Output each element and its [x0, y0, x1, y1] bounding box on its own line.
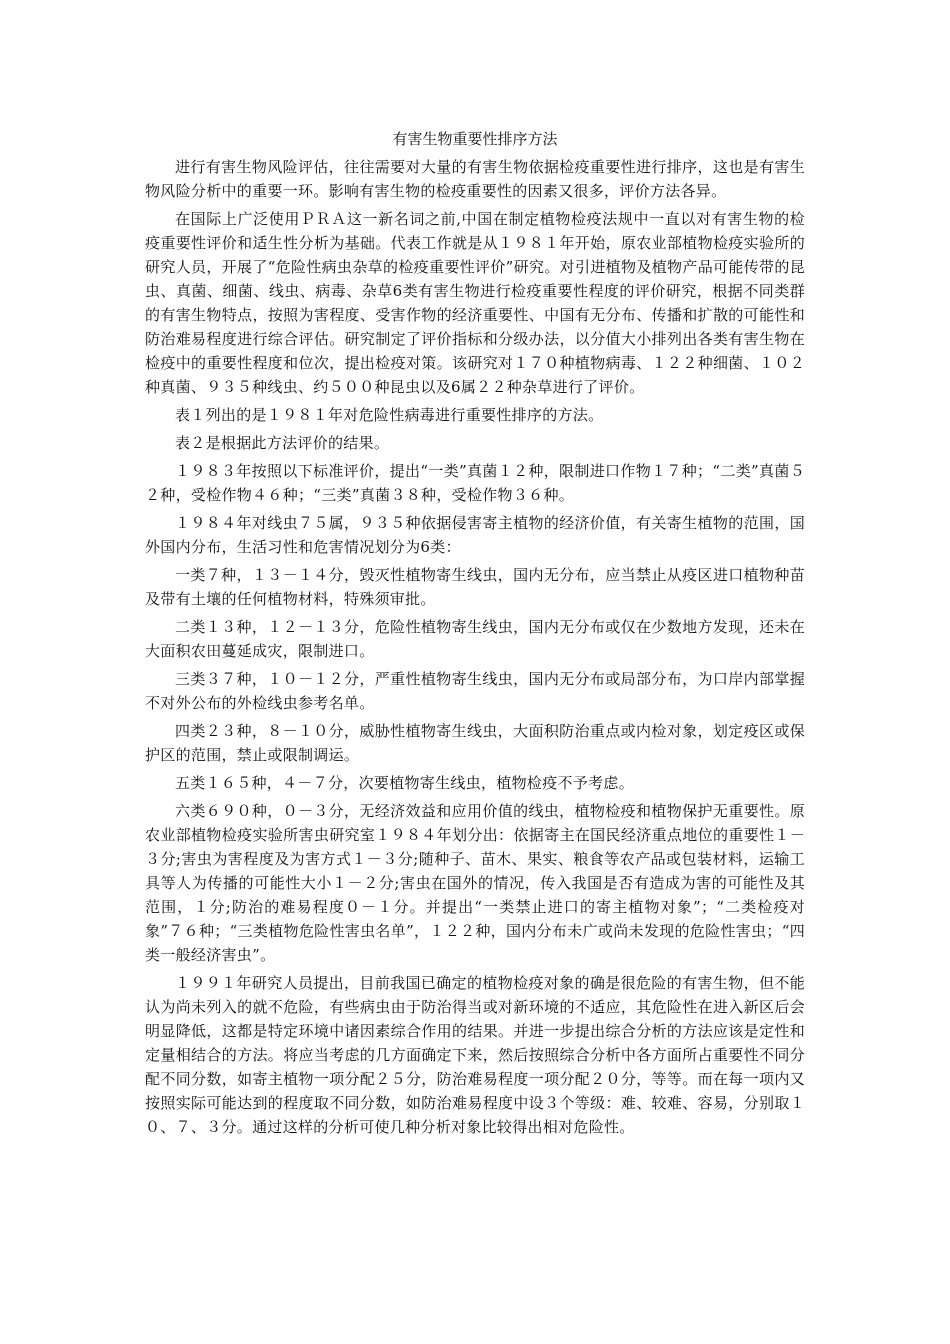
- paragraph-class-4: 四类２３种，８－１０分，威胁性植物寄生线虫，大面积防治重点或内检对象，划定疫区或保护区的范围，禁止或限制调运。: [145, 722, 805, 764]
- paragraph-class-5: 五类１６５种，４－７分，次要植物寄生线虫，植物检疫不予考虑。: [175, 774, 635, 792]
- paragraph-intro: 进行有害生物风险评估，往往需要对大量的有害生物依据检疫重要性进行排序，这也是有害生物风险分析中的重要一环。影响有害生物的检疫重要性的因素又很多，评价方法各异。: [145, 158, 805, 200]
- paragraph-class-6: 六类６９０种，０－３分，无经济效益和应用价值的线虫，植物检疫和植物保护无重要性。原农业部植物检疫实验所害虫研究室１９８４年划分出：依据寄主在国民经济重点地位的重要性１－３分;害虫为害程度及为害方式１－３分;随种子、苗木、果实、粮食等农产品或包装材料，运输工具等人为传播的可能性大小１－２分;害虫在国外的情况，传入我国是否有造成为害的可能性及其范围，１分;防治的难易程度０－１分。并提出“一类禁止进口的寄主植物对象”；“二类检疫对象”７６种；“三类植物危险性害虫名单”，１２２种，国内分布未广或尚未发现的危险性害虫；“四类一般经济害虫”。: [145, 802, 805, 964]
- document-title: 有害生物重要性排序方法: [392, 130, 558, 148]
- paragraph-class-3: 三类３７种，１０－１２分，严重性植物寄生线虫，国内无分布或局部分布，为口岸内部掌握不对外公布的外检线虫参考名单。: [145, 670, 805, 712]
- paragraph-class-1: 一类７种，１３－１４分，毁灭性植物寄生线虫，国内无分布，应当禁止从疫区进口植物种苗及带有土壤的任何植物材料，特殊须审批。: [145, 566, 805, 608]
- paragraph-class-2: 二类１３种，１２－１３分，危险性植物寄生线虫，国内无分布或仅在少数地方发现，还未在大面积农田蔓延成灾，限制进口。: [145, 618, 805, 660]
- paragraph-1983: １９８３年按照以下标准评价，提出“一类”真菌１２种，限制进口作物１７种；“二类”真菌５２种，受检作物４６种；“三类”真菌３８种，受检作物３６种。: [145, 462, 805, 504]
- paragraph-table1-ref: 表１列出的是１９８１年对危险性病毒进行重要性排序的方法。: [175, 406, 604, 424]
- paragraph-1991: １９９１年研究人员提出，目前我国已确定的植物检疫对象的确是很危险的有害生物，但不能认为尚未列入的就不危险，有些病虫由于防治得当或对新环境的不适应，其危险性在进入新区后会明显降低，这都是特定环境中诸因素综合作用的结果。并进一步提出综合分析的方法应该是定性和定量相结合的方法。将应当考虑的几方面确定下来，然后按照综合分析中各方面所占重要性不同分配不同分数，如寄主植物一项分配２５分，防治难易程度一项分配２０分，等等。而在每一项内又按照实际可能达到的程度取不同分数，如防治难易程度中设３个等级：难、较难、容易，分别取１０、７、３分。通过这样的分析可使几种分析对象比较得出相对危险性。: [145, 974, 805, 1136]
- paragraph-table2-ref: 表２是根据此方法评价的结果。: [175, 434, 390, 452]
- paragraph-history: 在国际上广泛使用ＰＲＡ这一新名词之前,中国在制定植物检疫法规中一直以对有害生物的检疫重要性评价和适生性分析为基础。代表工作就是从１９８１年开始，原农业部植物检疫实验所的研究人员，开展了“危险性病虫杂草的检疫重要性评价”研究。对引进植物及植物产品可能传带的昆虫、真菌、细菌、线虫、病毒、杂草6类有害生物进行检疫重要性程度的评价研究，根据不同类群的有害生物特点，按照为害程度、受害作物的经济重要性、中国有无分布、传播和扩散的可能性和防治难易程度进行综合评估。研究制定了评价指标和分级办法，以分值大小排列出各类有害生物在检疫中的重要性程度和位次，提出检疫对策。该研究对１７０种植物病毒、１２２种细菌、１０２种真菌、９３５种线虫、约５００种昆虫以及6属２２种杂草进行了评价。: [145, 210, 805, 396]
- document-page: [145, 127, 805, 1143]
- paragraph-1984: １９８４年对线虫７５属，９３５种依据侵害寄主植物的经济价值，有关寄生植物的范围，国外国内分布，生活习性和危害情况划分为6类：: [145, 514, 805, 556]
